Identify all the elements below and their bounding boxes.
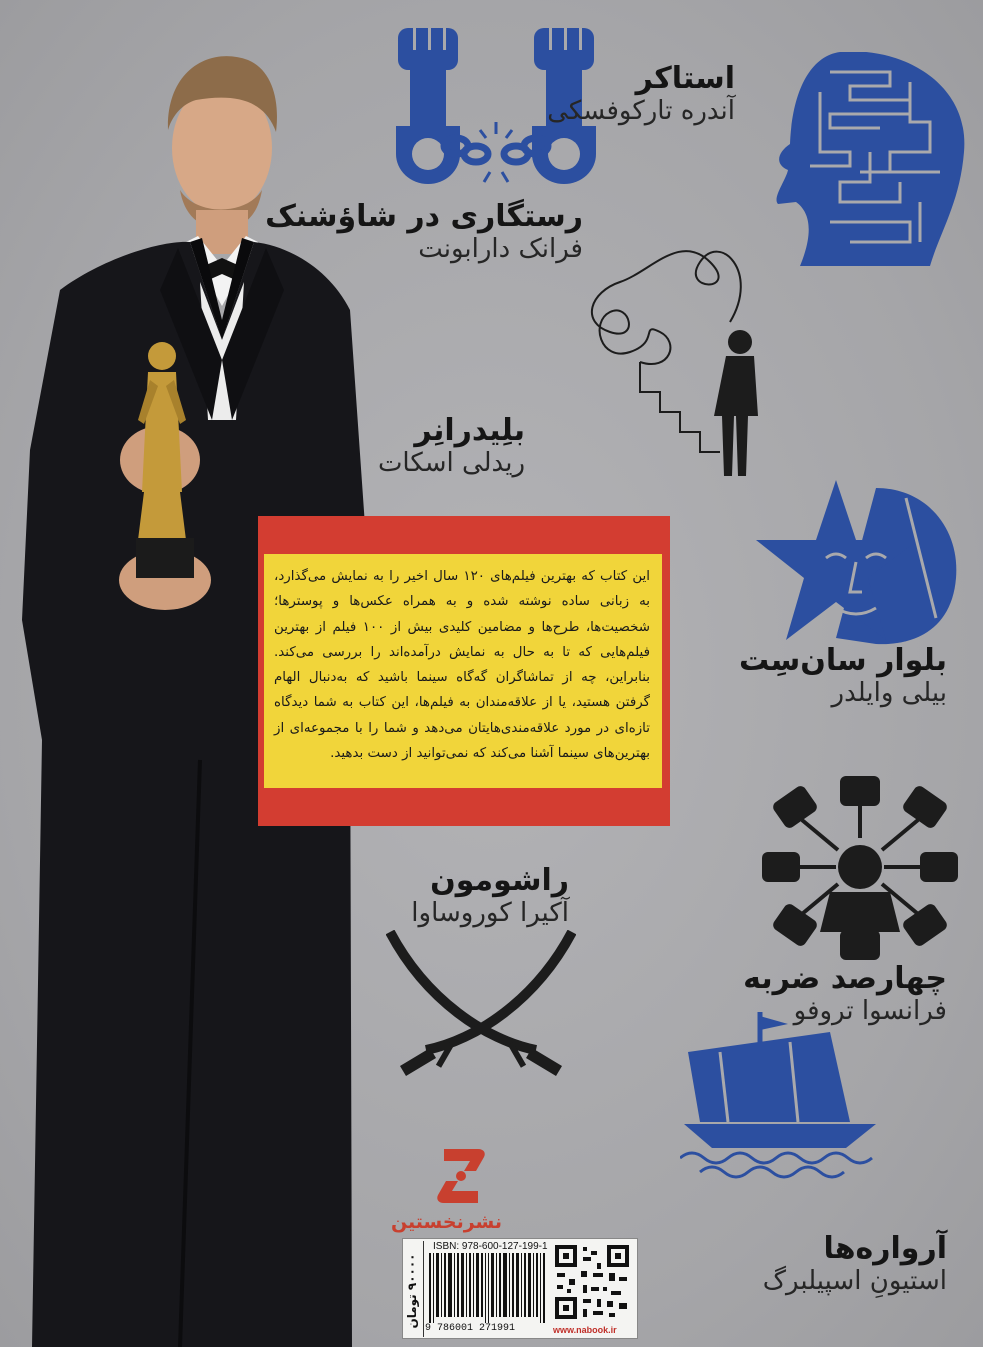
film-title: رستگاری در شاؤشنک [265, 199, 583, 234]
film-title: چهارصد ضربه [743, 961, 947, 996]
publisher-mark-icon [434, 1145, 488, 1207]
film-title: استاکر [635, 61, 735, 96]
film-title: بلوار سان‌سِت [739, 643, 947, 678]
publisher-name: نشرنخستین [390, 1211, 502, 1233]
star-face-illustration [756, 478, 966, 648]
film-director: ریدلی اسکات [377, 448, 525, 478]
website-label: www.nabook.ir [553, 1325, 617, 1335]
ship-waves-illustration [680, 1012, 880, 1182]
film-director: آکیرا کوروساوا [411, 898, 569, 928]
film-title: آرواره‌ها [823, 1231, 947, 1266]
film-stalker [547, 62, 735, 128]
tangled-walker-illustration [580, 232, 780, 482]
barcode-card [402, 1238, 638, 1339]
film-rashomon [411, 864, 569, 930]
film-director: فرانک دارابونت [418, 234, 583, 264]
blurb-box [258, 516, 670, 826]
film-shawshank [265, 200, 583, 266]
film-title: راشومون [430, 863, 569, 898]
qr-code-icon [553, 1243, 631, 1321]
price-strip [405, 1241, 424, 1337]
maze-head-illustration [770, 52, 970, 272]
isbn-label: ISBN: 978-600-127-199-1 [433, 1241, 548, 1252]
crossed-swords-illustration [386, 930, 576, 1080]
film-director: آندره تارکوفسکی [547, 96, 735, 126]
film-400-blows [743, 962, 947, 1028]
film-sunset-boulevard [739, 644, 947, 710]
film-director: استیونِ اسپیلبرگ [762, 1266, 947, 1296]
film-director: فرانسوا تروفو [793, 996, 947, 1026]
publisher-logo [390, 1145, 502, 1233]
film-title: بلِیدرانِر [414, 413, 525, 448]
film-blade-runner [378, 414, 525, 480]
blurb-text: این کتاب که بهترین فیلم‌های ۱۲۰ سال اخیر را به نمایش می‌گذارد، به زبانی ساده نوشته شده و به همراه عکس‌ها و پوسترها؛ شخصیت‌ها، طرح‌ها و مضامین کلیدی بیش از ۱۰۰ فیلم از بهترین فیلم‌هایی که تا به حال به نمایش درآمده‌اند را بررسی می‌کند. بنابراین، چه از تماشاگران گه‌گاه سینما باشید که به‌دنبال الهام گرفتن هستید، یا از علاقه‌مندان به فیلم‌ها، این کتاب به شما دیدگاه تازه‌ای در مورد علاقه‌مندی‌هایتان می‌دهد و شما را با مجموعه‌ای از بهترین‌های سینما آشنا می‌کند که نمی‌توانید از دست بدهید. [264, 554, 662, 788]
film-jaws [763, 1232, 947, 1298]
barcode-digits: 9 786001 271991 [425, 1323, 516, 1334]
pointing-hands-illustration [760, 772, 960, 962]
price-label: ۹۰۰۰۰ تومان [405, 1253, 419, 1329]
barcode-icon [427, 1253, 547, 1323]
film-director: بیلی وایلدر [831, 678, 947, 708]
